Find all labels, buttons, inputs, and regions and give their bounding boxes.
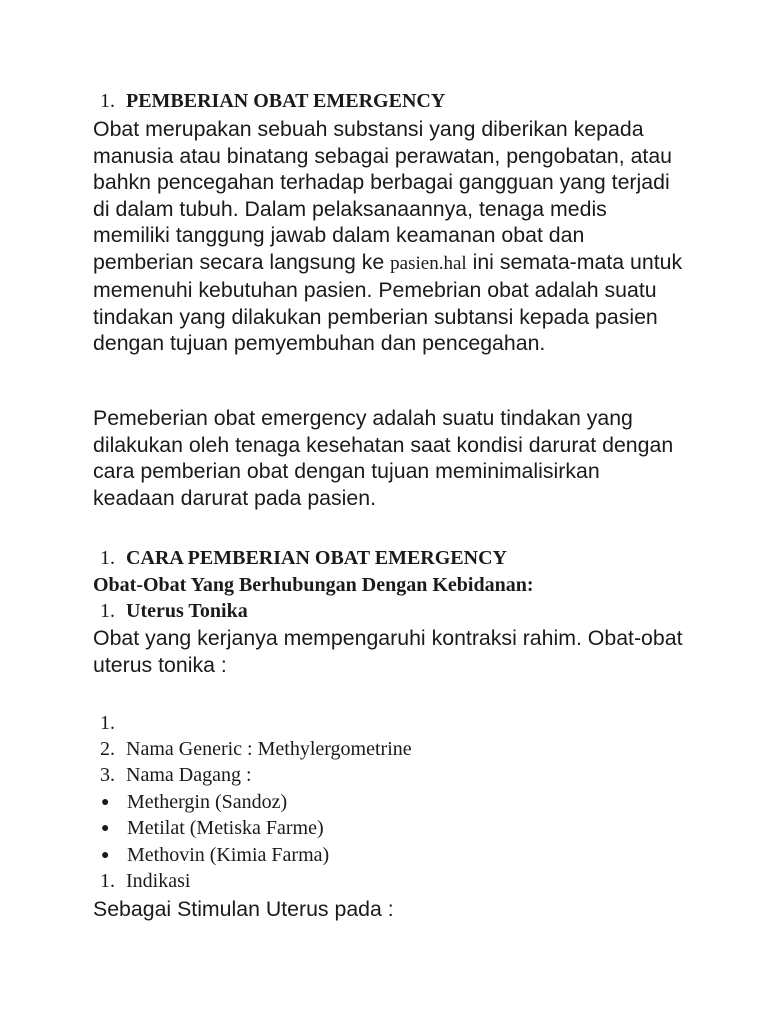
subheading-kebidanan: Obat-Obat Yang Berhubungan Dengan Kebidanan:: [93, 574, 534, 596]
section-heading-pemberian: [100, 88, 445, 114]
list-item-nama-dagang: [100, 762, 252, 788]
bullet-dot: ●: [101, 795, 110, 810]
bullet-dot: ●: [101, 821, 110, 836]
list-item-1: [100, 710, 126, 736]
section-heading-cara-pemberian: [100, 545, 507, 571]
paragraph-obat-definition: [93, 116, 683, 357]
bullet-item-methovin: [100, 842, 329, 869]
list-text: Nama Generic : Methylergometrine: [126, 738, 412, 760]
list-item-nama-generic: [100, 736, 412, 762]
heading-title: PEMBERIAN OBAT EMERGENCY: [126, 90, 446, 112]
bullet-text: Metilat (Metiska Farme): [127, 817, 324, 839]
bullet-item-metilat: [100, 815, 324, 842]
list-number: 1.: [100, 870, 115, 892]
list-text: Indikasi: [126, 870, 191, 892]
subsection-heading-uterus-tonika: [100, 598, 248, 624]
paragraph-text-part-2: ini semata-mata untuk memenuhi kebutuhan pasien. Pemebrian obat adalah suatu tindakan yang dilakukan pemberian subtansi kepada pasien dengan tujuan pemyembuhan dan pencegahan.: [93, 249, 683, 355]
paragraph-stimulan-uterus: Sebagai Stimulan Uterus pada :: [93, 897, 394, 921]
paragraph-text-part-1: Obat merupakan sebuah substansi yang diberikan kepada manusia atau binatang sebagai perawatan, pengobatan, atau bahkn pencegahan terhadap berbagai gangguan yang terjadi di dalam tubuh. Dalam pelaksanaannya, tenaga medis memiliki tanggung jawab dalam keamanan obat dan pemberian secara langsung ke: [93, 117, 673, 274]
paragraph-emergency-definition: Pemeberian obat emergency adalah suatu tindakan yang dilakukan oleh tenaga kesehatan saat kondisi darurat dengan cara pemberian obat dengan tujuan meminimalisirkan keadaan darurat pada pasien.: [93, 406, 674, 510]
subsection-number: 1.: [100, 600, 115, 622]
bullet-item-methergin: [100, 789, 287, 816]
paragraph-serif-fragment: pasien.hal: [390, 252, 467, 274]
heading-title: CARA PEMBERIAN OBAT EMERGENCY: [126, 547, 507, 569]
bullet-text: Methergin (Sandoz): [127, 791, 288, 813]
list-text: Nama Dagang :: [126, 764, 252, 786]
list-number: 3.: [100, 764, 115, 786]
list-number: 1.: [100, 712, 115, 734]
list-number: 2.: [100, 738, 115, 760]
bullet-dot: ●: [101, 848, 110, 863]
heading-number: 1.: [100, 547, 115, 569]
bullet-text: Methovin (Kimia Farma): [127, 844, 330, 866]
heading-number: 1.: [100, 90, 115, 112]
paragraph-uterus-tonika: Obat yang kerjanya mempengaruhi kontraksi rahim. Obat-obat uterus tonika :: [93, 626, 683, 677]
subsection-title: Uterus Tonika: [126, 600, 248, 622]
list-item-indikasi: [100, 868, 190, 894]
